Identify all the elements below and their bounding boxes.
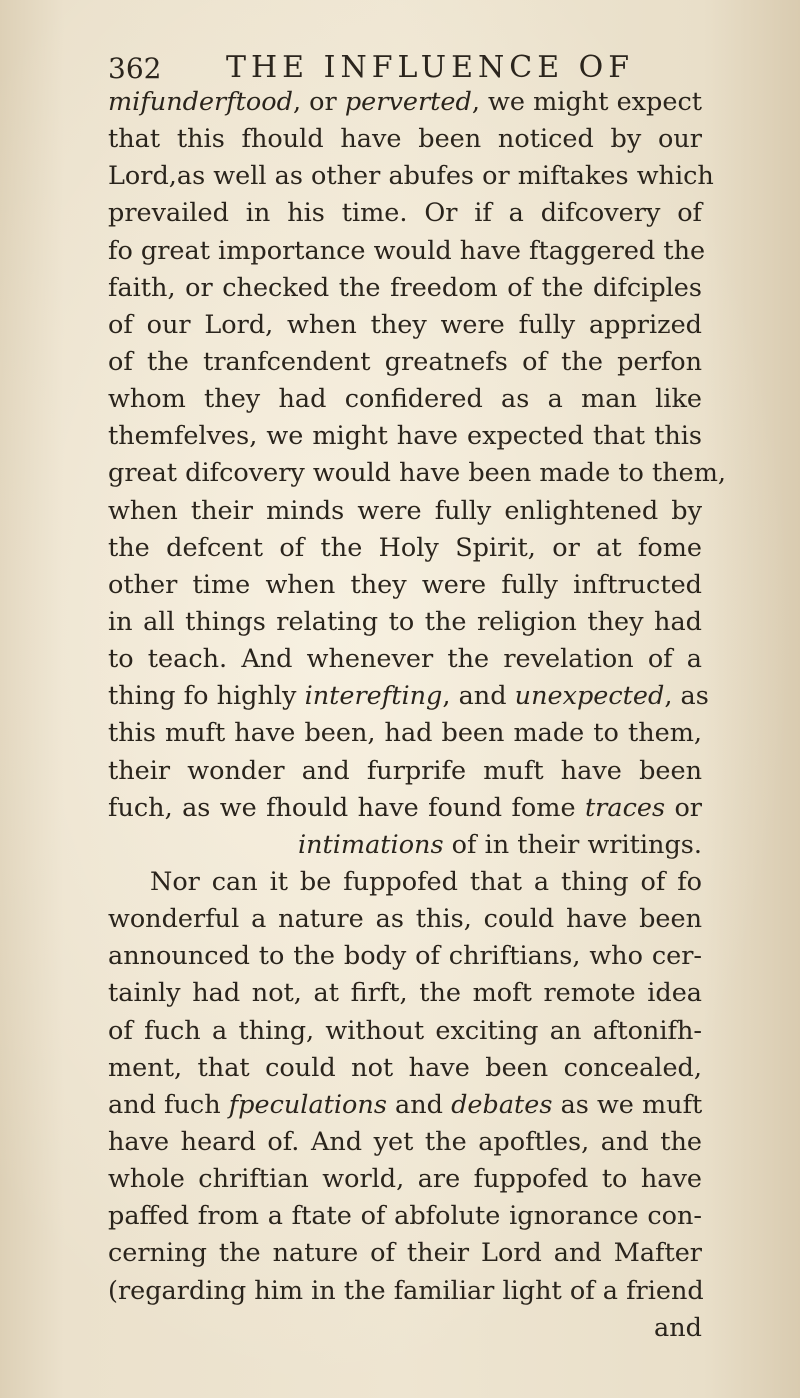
text-run: whole chriftian world, are fuppofed to have xyxy=(108,1164,702,1195)
text-run: to teach. And whenever the revelation of a xyxy=(108,644,702,675)
text-run: themfelves, we might have expected that this xyxy=(108,421,702,452)
text-run: their wonder and furprife muft have been xyxy=(108,755,702,786)
text-line xyxy=(108,901,702,938)
text-line xyxy=(108,1013,702,1050)
text-line xyxy=(108,233,706,270)
text-run: , and xyxy=(442,681,515,712)
text-line xyxy=(108,1124,702,1161)
text-run: fo great importance would have ftaggered the xyxy=(108,235,706,266)
page-header xyxy=(108,48,668,88)
text-line xyxy=(108,753,702,790)
text-line xyxy=(108,641,702,678)
text-line xyxy=(108,270,702,307)
text-line xyxy=(108,158,714,195)
text-run: prevailed in his time. Or if a difcovery of xyxy=(108,198,702,229)
text-line xyxy=(108,530,702,567)
text-run: , or xyxy=(292,87,345,117)
body-text xyxy=(108,84,727,1347)
running-head: THE INFLUENCE OF xyxy=(226,50,635,85)
text-line xyxy=(108,790,702,827)
text-run: have heard of. And yet the apoftles, and the xyxy=(108,1126,702,1157)
text-line xyxy=(108,1087,702,1124)
italic-text: debates xyxy=(451,1089,553,1120)
text-line xyxy=(108,604,702,641)
text-run: ment, that could not have been concealed, xyxy=(108,1052,702,1083)
italic-text: unexpected xyxy=(514,681,665,712)
italic-text: interefting xyxy=(304,681,443,712)
text-line xyxy=(108,827,702,864)
text-run: tainly had not, at firft, the moft remote idea xyxy=(108,978,702,1009)
text-run: and fuch xyxy=(108,1089,229,1120)
text-line xyxy=(108,1050,702,1087)
text-run: of our Lord, when they were fully apprized xyxy=(108,309,702,340)
text-run: thing fo highly xyxy=(108,681,305,712)
text-run: when their minds were fully enlightened by xyxy=(108,495,702,526)
text-line xyxy=(108,344,702,381)
text-run: that this fhould have been noticed by our xyxy=(108,124,702,155)
text-run: of fuch a thing, without exciting an aftonifh- xyxy=(108,1015,702,1046)
text-line xyxy=(108,678,709,715)
italic-text: fpeculations xyxy=(228,1089,387,1120)
text-line xyxy=(108,84,702,121)
text-run: paffed from a ftate of abfolute ignorance con- xyxy=(108,1201,702,1232)
text-line xyxy=(108,418,702,455)
text-run: this muft have been, had been made to them, xyxy=(108,718,702,749)
italic-text: intimations xyxy=(297,829,444,860)
text-run: of in their writings. xyxy=(443,829,702,860)
text-run: (regarding him in the familiar light of a friend xyxy=(108,1275,704,1306)
text-run: in all things relating to the religion they had xyxy=(108,606,702,637)
text-line xyxy=(108,567,702,604)
text-run: or xyxy=(665,792,702,823)
text-run: cerning the nature of their Lord and Mafter xyxy=(108,1238,702,1269)
page-number: 362 xyxy=(108,52,162,85)
italic-text: traces xyxy=(584,792,666,823)
text-run: announced to the body of chriftians, who cer- xyxy=(108,941,702,972)
text-line xyxy=(108,307,702,344)
text-line xyxy=(108,195,702,232)
text-line xyxy=(108,1161,702,1198)
italic-text: mifunderftood xyxy=(108,87,293,117)
text-line xyxy=(108,975,702,1012)
text-run: great difcovery would have been made to them, xyxy=(108,458,727,489)
text-line xyxy=(108,1273,702,1310)
text-run: fuch, as we fhould have found fome xyxy=(108,792,585,823)
text-run: wonderful a nature as this, could have been xyxy=(108,904,702,935)
text-line xyxy=(108,864,702,901)
text-line xyxy=(108,455,727,492)
text-line xyxy=(108,121,702,158)
text-run: , as xyxy=(664,681,709,712)
text-run: and xyxy=(654,1312,702,1343)
text-run: Lord,as well as other abufes or miftakes which xyxy=(108,161,714,192)
text-run: , we might expect xyxy=(471,87,702,117)
text-run: the defcent of the Holy Spirit, or at fome xyxy=(108,532,702,563)
text-run: of the tranfcendent greatnefs of the perfon xyxy=(108,346,702,377)
text-run: faith, or checked the freedom of the difciples xyxy=(108,272,702,303)
text-run: and xyxy=(386,1089,452,1120)
text-run: as we muft xyxy=(552,1089,703,1120)
text-run: whom they had confidered as a man like xyxy=(108,384,702,415)
text-line xyxy=(108,381,702,418)
text-run: Nor can it be fuppofed that a thing of fo xyxy=(150,866,702,897)
text-line xyxy=(108,493,702,530)
text-line xyxy=(108,938,702,975)
text-run: other time when they were fully inftructed xyxy=(108,569,702,600)
text-line xyxy=(108,1198,702,1235)
text-line xyxy=(108,1310,702,1347)
italic-text: perverted xyxy=(344,87,472,117)
text-line xyxy=(108,1235,702,1272)
text-line xyxy=(108,715,702,752)
